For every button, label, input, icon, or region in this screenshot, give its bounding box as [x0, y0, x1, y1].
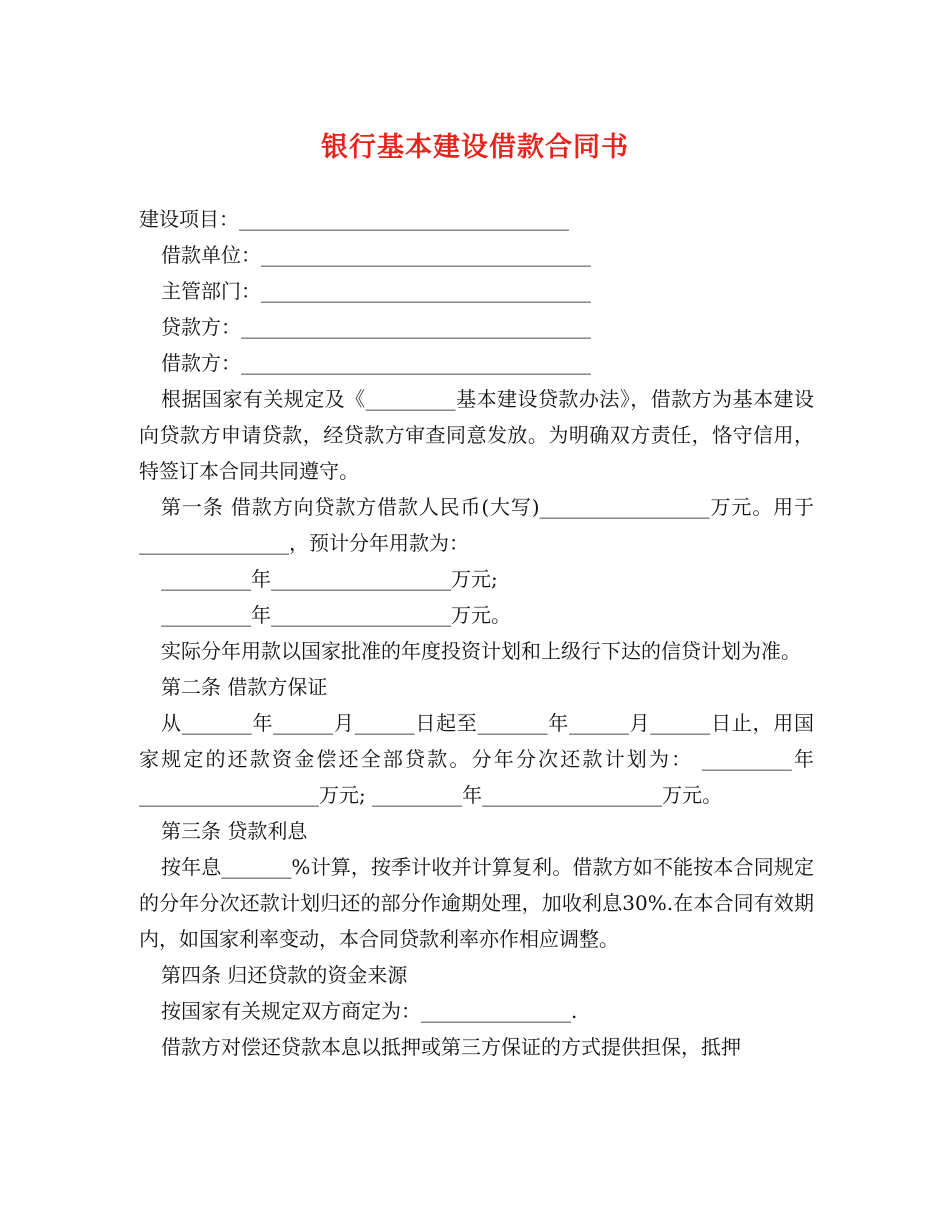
field-borrower: 借款方：___________________________________ [161, 351, 591, 375]
guarantee-paragraph: 借款方对偿还贷款本息以抵押或第三方保证的方式提供担保，抵押 [161, 1035, 741, 1059]
article-1-paragraph: 第一条 借款方向贷款方借款人民币(大写)_________________万元。用于_______________，预计分年用款为： [139, 495, 814, 555]
field-lender: 贷款方：___________________________________ [161, 315, 591, 339]
article-4-heading: 第四条 归还贷款的资金来源 [161, 963, 408, 987]
article-2-heading: 第二条 借款方保证 [161, 675, 328, 699]
field-borrowing-unit: 借款单位：_________________________________ [161, 243, 591, 267]
article-3-paragraph: 按年息_______%计算，按季计收并计算复利。借款方如不能按本合同规定的分年分次还款计划归还的部分作逾期处理，加收利息30%.在本合同有效期内，如国家利率变动，本合同贷款利率亦作相应调整。 [139, 855, 814, 951]
intro-paragraph: 根据国家有关规定及《_________基本建设贷款办法》，借款方为基本建设向贷款方申请贷款，经贷款方审查同意发放。为明确双方责任，恪守信用，特签订本合同共同遵守。 [139, 387, 814, 483]
field-construction-project: 建设项目：_________________________________ [139, 207, 569, 231]
article-2-paragraph: 从_______年______月______日起至_______年______月______日止，用国家规定的还款资金偿还全部贷款。分年分次还款计划为： _________年__________________万元; _________年__________________万元。 [139, 711, 814, 807]
field-supervising-department: 主管部门：_________________________________ [161, 279, 591, 303]
article-3-heading: 第三条 贷款利息 [161, 819, 308, 843]
article-1-year-line-2: _________年__________________万元。 [161, 603, 511, 627]
article-1-note: 实际分年用款以国家批准的年度投资计划和上级行下达的信贷计划为准。 [161, 639, 801, 663]
article-4-paragraph: 按国家有关规定双方商定为：_______________. [161, 999, 578, 1023]
document-title: 银行基本建设借款合同书 [321, 132, 629, 163]
document-body [139, 201, 814, 1065]
article-1-year-line-1: _________年__________________万元; [161, 567, 498, 591]
